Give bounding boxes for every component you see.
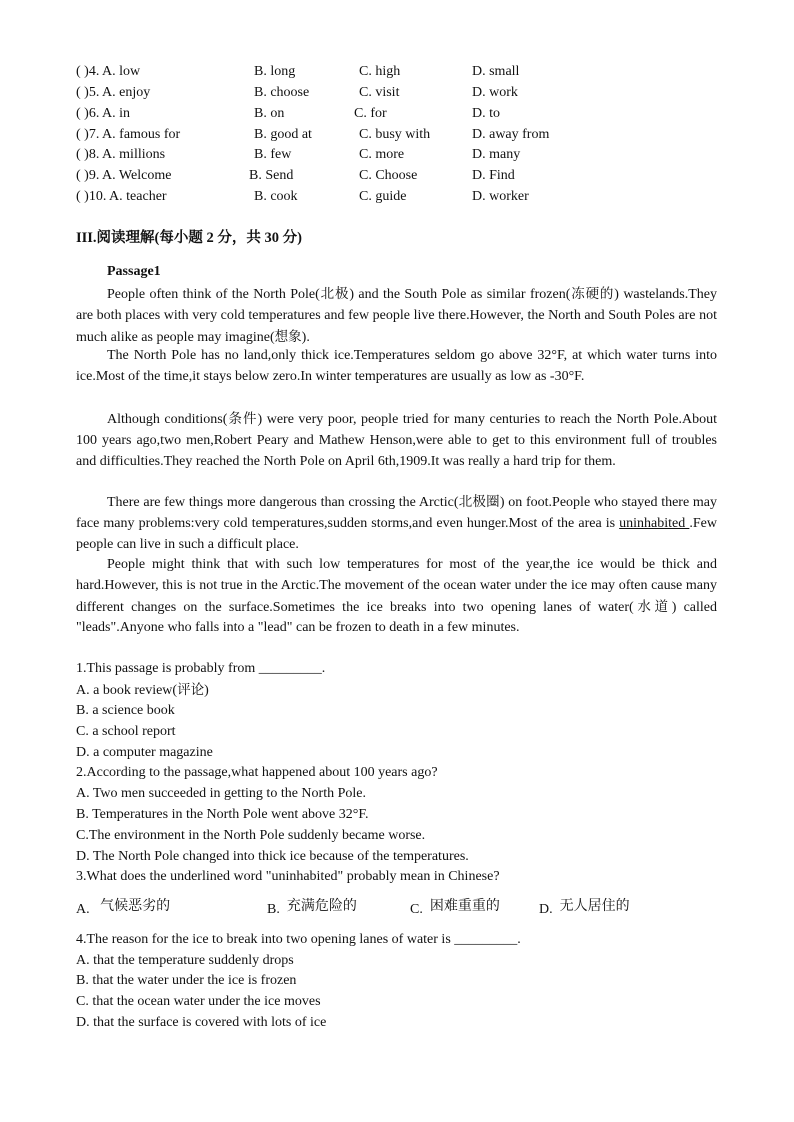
chinese-gloss: 北极圈	[458, 494, 500, 510]
paragraph-text: ) and the South Pole as similar frozen(	[349, 287, 571, 302]
chinese-gloss: 条件	[227, 411, 258, 427]
paragraph-text: ) were very poor, people tried for many centuries to reach the North Pole.About 100 years ago,two men,Robert Peary and Mathew Henson,were able to get to this environment full of troubles and difficulties.They reached the North Pole on April 6th,1909.It was really a hard trip for them.	[76, 412, 718, 469]
option-number-a: ( )6. A. in	[76, 106, 131, 121]
chinese-gloss: 水道	[633, 598, 672, 615]
option-b: B. few	[254, 147, 292, 162]
option-d: D. work	[472, 85, 518, 100]
option-number-a: ( )5. A. enjoy	[76, 85, 151, 100]
option-c: C. Choose	[359, 168, 418, 183]
answer-option: A. Two men succeeded in getting to the North Pole.	[76, 786, 366, 801]
answer-option: B. that the water under the ice is frozen	[76, 973, 297, 988]
answer-option	[76, 898, 170, 918]
option-text: )	[204, 683, 209, 698]
answer-option: C.The environment in the North Pole suddenly became worse.	[76, 828, 426, 843]
paragraph-text: ) wastelands.They are both places with very cold temperatures and few people live there.However, the North and South Poles are not much alike as people may imagine(	[76, 287, 718, 345]
answer-option: A. that the temperature suddenly drops	[76, 953, 294, 968]
paragraph-text: .Few people can live in such a difficult place.	[76, 515, 717, 552]
question-stem: 2.According to the passage,what happened about 100 years ago?	[76, 765, 438, 780]
answer-option	[267, 898, 357, 918]
paragraph-text: People might think that with such low temperatures for most of the year,the ice would be thick and hard.However, this is not true in the Arctic.The movement of the ocean water under the ice may often cause many different changes on the surface.Sometimes the ice breaks into two opening lanes of water(	[76, 557, 717, 615]
paragraph-text: There are few things more dangerous than crossing the Arctic(	[107, 495, 459, 510]
section-heading: III.阅读理解(每小题 2 分，共 30 分)	[76, 230, 302, 246]
question-stem: 4.The reason for the ice to break into two opening lanes of water is _________.	[76, 932, 521, 947]
option-number-a: ( )4. A. low	[76, 64, 141, 79]
answer-option: B. a science book	[76, 703, 175, 718]
option-c: C. visit	[359, 85, 400, 100]
option-d: D. Find	[472, 168, 515, 183]
option-b: B. choose	[254, 85, 310, 100]
answer-option: C. a school report	[76, 724, 176, 739]
option-text: A. a book review(	[76, 683, 178, 698]
chinese-gloss: 想象	[274, 328, 302, 345]
answer-option: C. that the ocean water under the ice moves	[76, 994, 321, 1009]
option-letter: C.	[410, 902, 423, 917]
paragraph-4	[76, 492, 717, 555]
option-number-a: ( )8. A. millions	[76, 147, 166, 162]
answer-option: B. Temperatures in the North Pole went above 32°F.	[76, 807, 369, 822]
chinese-gloss: 评论	[177, 682, 205, 698]
option-b: B. long	[254, 64, 296, 79]
option-number-a: ( )10. A. teacher	[76, 189, 167, 204]
option-d: D. to	[472, 106, 500, 121]
paragraph-text: People often think of the North Pole(	[107, 287, 320, 302]
option-b: B. on	[254, 106, 285, 121]
answer-option	[410, 898, 500, 918]
chinese-option: 困难重重的	[429, 898, 500, 914]
option-number-a: ( )9. A. Welcome	[76, 168, 172, 183]
option-number-a: ( )7. A. famous for	[76, 127, 181, 142]
paragraph-text: ).	[301, 329, 310, 345]
paragraph-text: Although conditions(	[107, 412, 228, 427]
option-b: B. good at	[254, 127, 312, 142]
answer-option	[539, 898, 630, 918]
underlined-word: uninhabited	[619, 515, 690, 531]
paragraph-text: ) called "leads".Anyone who falls into a "lead" can be frozen to death in a few minutes.	[76, 599, 718, 636]
option-d: D. worker	[472, 189, 529, 204]
option-c: C. guide	[359, 189, 407, 204]
option-b: B. Send	[249, 168, 294, 183]
answer-option	[76, 680, 209, 702]
answer-option: D. that the surface is covered with lots of ice	[76, 1015, 327, 1030]
chinese-gloss: 北极	[319, 286, 350, 302]
paragraph-5	[76, 555, 717, 639]
paragraph-text: ) on foot.People who stayed there may face many problems:very cold temperatures,sudden storms,and even hunger.Most of the area is	[76, 495, 717, 531]
option-c: C. for	[354, 106, 387, 121]
question-stem: 3.What does the underlined word "uninhabited" probably mean in Chinese?	[76, 869, 500, 884]
option-d: D. small	[472, 64, 520, 79]
option-c: C. high	[359, 64, 401, 79]
option-b: B. cook	[254, 189, 298, 204]
paragraph-1	[76, 284, 717, 348]
option-d: D. away from	[472, 127, 550, 142]
option-letter: D.	[539, 902, 553, 917]
answer-option: D. The North Pole changed into thick ice because of the temperatures.	[76, 849, 469, 864]
option-c: C. busy with	[359, 127, 431, 142]
answer-option: D. a computer magazine	[76, 745, 213, 760]
question-stem: 1.This passage is probably from _________.	[76, 661, 326, 676]
chinese-option: 无人居住的	[559, 898, 630, 914]
chinese-option: 充满危险的	[286, 898, 357, 914]
option-letter: A.	[76, 902, 90, 917]
option-letter: B.	[267, 902, 280, 917]
passage-title: Passage1	[107, 264, 161, 279]
option-d: D. many	[472, 147, 521, 162]
paragraph-3	[76, 409, 717, 472]
chinese-gloss: 冻硬的	[570, 286, 615, 302]
paragraph-2: The North Pole has no land,only thick ice.Temperatures seldom go above 32°F, at which water turns into ice.Most of the time,it stays below zero.In winter temperatures are usually as low as -30°F.	[76, 348, 717, 384]
chinese-option: 气候恶劣的	[100, 898, 171, 914]
option-c: C. more	[359, 147, 405, 162]
